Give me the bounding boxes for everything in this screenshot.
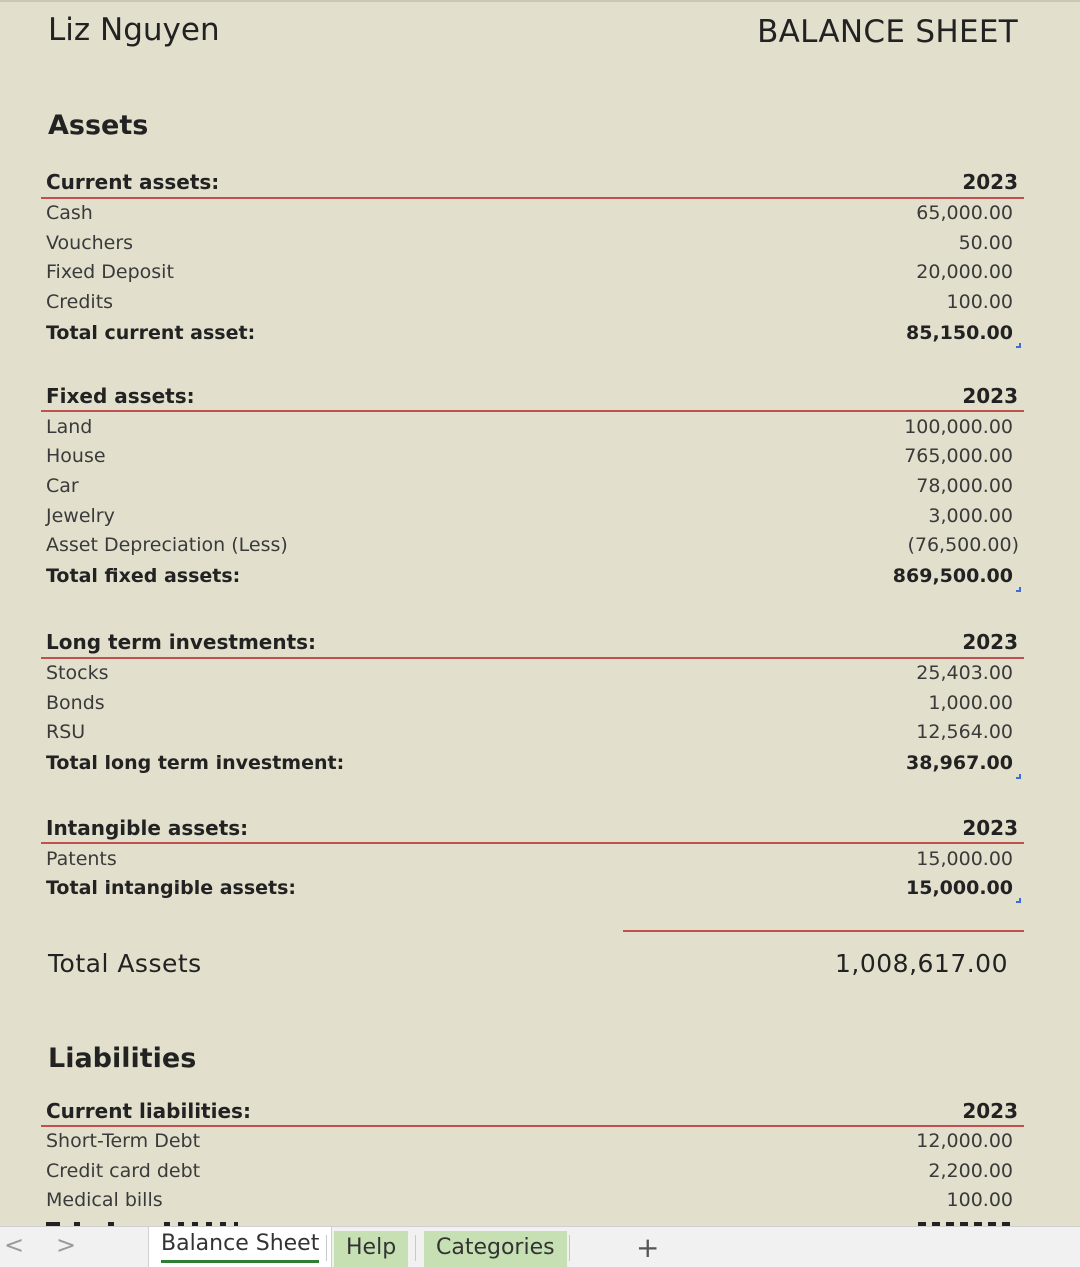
total-label-long-term-investment[interactable]: Total long term investment: — [46, 752, 345, 774]
row-value-credits[interactable]: 100.00 — [946, 291, 1013, 313]
tab-balance-sheet[interactable] — [148, 1227, 332, 1267]
group-year-long-term-investments[interactable]: 2023 — [962, 630, 1018, 654]
row-label-short-term-debt[interactable]: Short-Term Debt — [46, 1130, 201, 1152]
row-label-patents[interactable]: Patents — [46, 848, 117, 870]
total-value-fixed-assets[interactable]: 869,500.00 — [892, 565, 1013, 587]
total-label-fixed-assets[interactable]: Total fixed assets: — [46, 565, 241, 587]
row-value-short-term-debt[interactable]: 12,000.00 — [916, 1130, 1013, 1152]
group-year-current-liabilities[interactable]: 2023 — [962, 1099, 1018, 1123]
group-year-intangible-assets[interactable]: 2023 — [962, 816, 1018, 840]
group-year-fixed-assets[interactable]: 2023 — [962, 384, 1018, 408]
row-label-bonds[interactable]: Bonds — [46, 692, 105, 714]
total-value-intangible-assets[interactable]: 15,000.00 — [906, 877, 1013, 899]
row-label-cash[interactable]: Cash — [46, 202, 93, 224]
active-tab-indicator — [161, 1260, 319, 1263]
tab-label: Balance Sheet — [161, 1231, 320, 1256]
total-assets-rule — [623, 930, 1024, 932]
total-assets-label[interactable]: Total Assets — [48, 949, 202, 978]
row-value-house[interactable]: 765,000.00 — [904, 445, 1013, 467]
divider-rule — [41, 1125, 1024, 1127]
row-label-credit-card-debt[interactable]: Credit card debt — [46, 1160, 201, 1182]
group-heading-current-liabilities[interactable]: Current liabilities: — [46, 1099, 251, 1123]
tab-separator — [326, 1235, 327, 1261]
cell-fill-handle[interactable] — [1016, 898, 1021, 903]
row-value-vouchers[interactable]: 50.00 — [958, 232, 1013, 254]
row-value-land[interactable]: 100,000.00 — [904, 416, 1013, 438]
row-label-jewelry[interactable]: Jewelry — [46, 505, 115, 527]
row-value-stocks[interactable]: 25,403.00 — [916, 662, 1013, 684]
group-heading-intangible-assets[interactable]: Intangible assets: — [46, 816, 249, 840]
group-heading-current-assets[interactable]: Current assets: — [46, 170, 220, 194]
row-label-medical-bills[interactable]: Medical bills — [46, 1189, 163, 1211]
row-value-bonds[interactable]: 1,000.00 — [928, 692, 1013, 714]
cell-fill-handle[interactable] — [1016, 587, 1021, 592]
row-label-asset-depreciation[interactable]: Asset Depreciation (Less) — [46, 534, 288, 556]
tab-help[interactable] — [334, 1231, 408, 1267]
row-value-car[interactable]: 78,000.00 — [916, 475, 1013, 497]
tab-categories[interactable] — [424, 1231, 567, 1267]
tab-scroll-prev-button[interactable]: < — [4, 1231, 25, 1259]
tab-scroll-next-button[interactable]: > — [56, 1231, 77, 1259]
row-value-cash[interactable]: 65,000.00 — [916, 202, 1013, 224]
total-label-current-assets[interactable]: Total current asset: — [46, 322, 256, 344]
divider-rule — [41, 410, 1024, 412]
row-value-rsu[interactable]: 12,564.00 — [916, 721, 1013, 743]
divider-rule — [41, 197, 1024, 199]
row-label-credits[interactable]: Credits — [46, 291, 114, 313]
tab-separator — [569, 1235, 570, 1261]
row-label-vouchers[interactable]: Vouchers — [46, 232, 134, 254]
section-title-assets[interactable]: Assets — [48, 110, 149, 141]
total-value-long-term-investment[interactable]: 38,967.00 — [906, 752, 1013, 774]
row-label-land[interactable]: Land — [46, 416, 93, 438]
sheet-tab-bar — [0, 1226, 1080, 1267]
row-label-house[interactable]: House — [46, 445, 106, 467]
divider-rule — [41, 842, 1024, 844]
row-value-fixed-deposit[interactable]: 20,000.00 — [916, 261, 1013, 283]
cell-fill-handle[interactable] — [1016, 343, 1021, 348]
tab-label: Categories — [436, 1235, 555, 1260]
add-sheet-button[interactable]: + — [636, 1231, 660, 1264]
tab-separator — [415, 1235, 416, 1261]
row-value-medical-bills[interactable]: 100.00 — [946, 1189, 1013, 1211]
total-value-current-assets[interactable]: 85,150.00 — [906, 322, 1013, 344]
tab-label: Help — [346, 1235, 397, 1260]
divider-rule — [41, 657, 1024, 659]
sheet-title[interactable]: BALANCE SHEET — [757, 14, 1018, 50]
group-year-current-assets[interactable]: 2023 — [962, 170, 1018, 194]
row-label-car[interactable]: Car — [46, 475, 79, 497]
row-value-jewelry[interactable]: 3,000.00 — [928, 505, 1013, 527]
row-value-asset-depreciation[interactable]: (76,500.00) — [907, 534, 1019, 556]
row-value-patents[interactable]: 15,000.00 — [916, 848, 1013, 870]
row-label-rsu[interactable]: RSU — [46, 721, 86, 743]
row-value-credit-card-debt[interactable]: 2,200.00 — [928, 1160, 1013, 1182]
row-label-stocks[interactable]: Stocks — [46, 662, 109, 684]
total-label-intangible-assets[interactable]: Total intangible assets: — [46, 877, 297, 899]
group-heading-fixed-assets[interactable]: Fixed assets: — [46, 384, 195, 408]
row-label-fixed-deposit[interactable]: Fixed Deposit — [46, 261, 174, 283]
cell-fill-handle[interactable] — [1016, 774, 1021, 779]
owner-name[interactable]: Liz Nguyen — [48, 12, 220, 48]
group-heading-long-term-investments[interactable]: Long term investments: — [46, 630, 317, 654]
total-assets-value[interactable]: 1,008,617.00 — [835, 949, 1008, 978]
section-title-liabilities[interactable]: Liabilities — [48, 1043, 197, 1074]
